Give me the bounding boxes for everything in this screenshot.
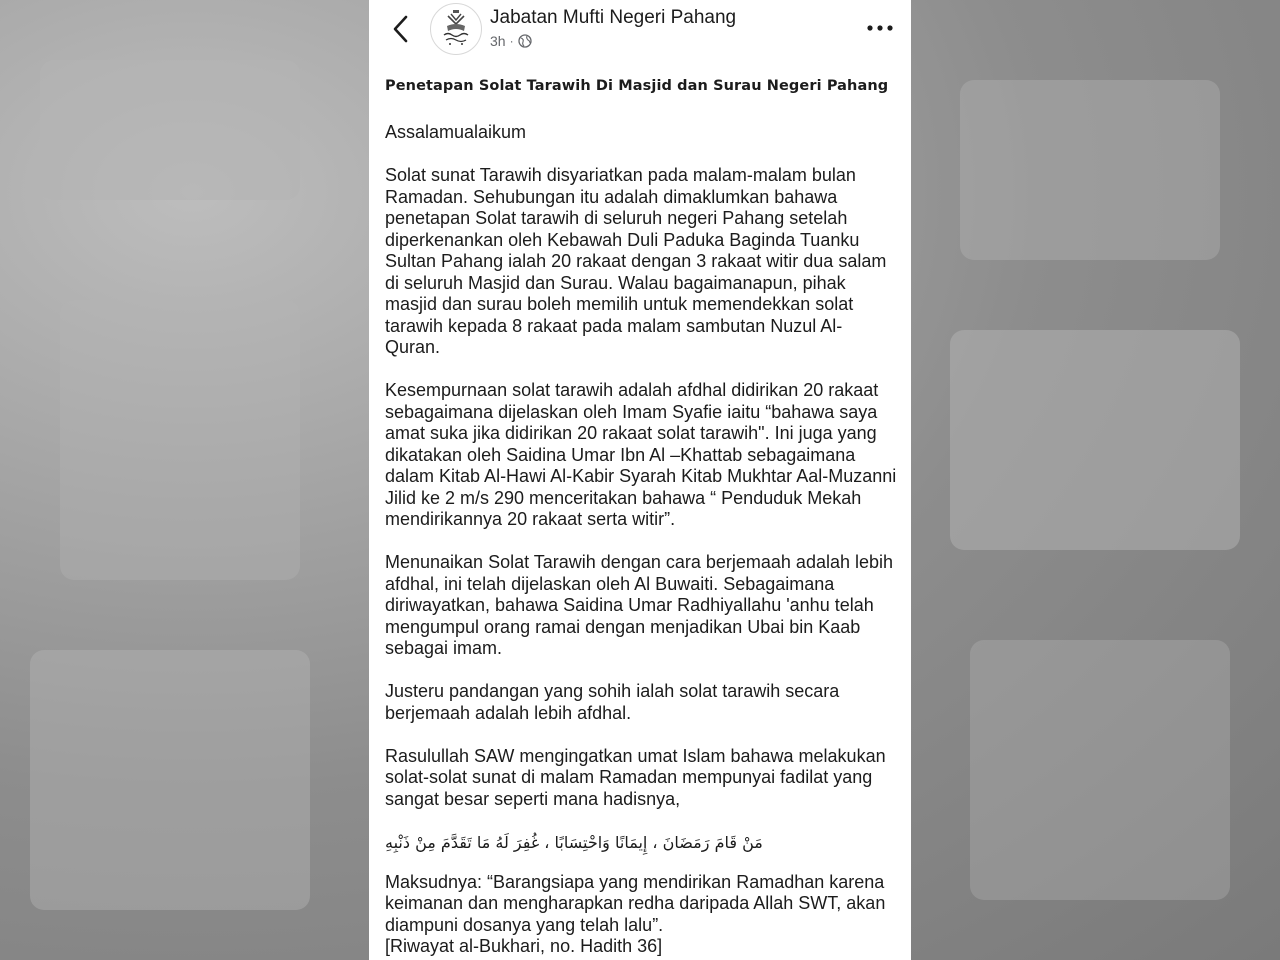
blurred-shape bbox=[30, 650, 310, 910]
hadith-source: [Riwayat al-Bukhari, no. Hadith 36] bbox=[385, 936, 663, 956]
chevron-left-icon bbox=[387, 12, 415, 46]
post-content bbox=[385, 76, 897, 958]
facebook-post bbox=[369, 0, 911, 960]
meta-separator: · bbox=[509, 34, 514, 48]
post-paragraph: Justeru pandangan yang sohih ialah solat tarawih secara berjemaah adalah lebih afdhal. bbox=[385, 681, 840, 723]
post-paragraph: Menunaikan Solat Tarawih dengan cara berjemaah adalah lebih afdhal, ini telah dijelaskan oleh Al Buwaiti. Sebagaimana diriwayatkan, bahawa Saidina Umar Radhiyallahu 'anhu telah mengumpul orang ramai dengan menjadikan Ubai bin Kaab sebagai imam. bbox=[385, 552, 894, 658]
blurred-shape bbox=[970, 640, 1230, 900]
blurred-shape bbox=[60, 300, 300, 580]
blurred-shape bbox=[40, 60, 300, 200]
post-paragraph: Solat sunat Tarawih disyariatkan pada malam-malam bulan Ramadan. Sehubungan itu adalah dimaklumkan bahawa penetapan Solat tarawih di seluruh negeri Pahang setelah diperkenankan oleh Kebawah Duli Paduka Baginda Tuanku Sultan Pahang ialah 20 rakaat dengan 3 rakaat witir dua salam di seluruh Masjid dan Surau. Walau bagaimanapun, pihak masjid dan surau boleh memilih untuk memendekkan solat tarawih kepada 8 rakaat pada malam sambutan Nuzul Al-Quran. bbox=[385, 165, 887, 357]
globe-icon bbox=[518, 34, 532, 48]
more-options-button[interactable] bbox=[863, 16, 897, 40]
more-horizontal-icon bbox=[863, 16, 897, 40]
blurred-shape bbox=[960, 80, 1220, 260]
hadith-meaning: Maksudnya: “Barangsiapa yang mendirikan Ramadhan karena keimanan dan mengharapkan redha daripada Allah SWT, akan diampuni dosanya yang telah lalu”. bbox=[385, 871, 886, 935]
post-paragraph: Rasulullah SAW mengingatkan umat Islam bahawa melakukan solat-solat sunat di malam Ramadan mempunyai fadilat yang sangat besar seperti mana hadisnya, bbox=[385, 745, 886, 809]
post-meta bbox=[490, 32, 532, 50]
blurred-shape bbox=[950, 330, 1240, 550]
page-avatar[interactable] bbox=[430, 3, 482, 55]
arabic-hadith-text: مَنْ قَامَ رَمَضَانَ ، إِيمَانًا وَاحْتِسَابًا ، غُفِرَ لَهُ مَا تَقَدَّمَ مِنْ ذَنْبِهِ bbox=[385, 832, 763, 852]
post-title: Penetapan Solat Tarawih Di Masjid dan Surau Negeri Pahang bbox=[385, 78, 889, 94]
post-paragraph: Kesempurnaan solat tarawih adalah afdhal didirikan 20 rakaat sebagaimana dijelaskan oleh Imam Syafie iaitu “bahawa saya amat suka jika didirikan 20 rakaat solat tarawih". Ini juga yang dikatakan oleh Saidina Umar Ibn Al –Khattab sebagaimana dalam Kitab Al-Hawi Al-Kabir Syarah Kitab Mukhtar Aal-Muzanni Jilid ke 2 m/s 290 menceritakan bahawa “ Penduduk Mekah mendirikannya 20 rakaat serta witir”. bbox=[385, 380, 897, 529]
page-name[interactable]: Jabatan Mufti Negeri Pahang bbox=[490, 7, 737, 28]
post-paragraph: Assalamualaikum bbox=[385, 122, 527, 142]
mufti-pahang-crest-logo bbox=[431, 4, 481, 54]
post-time[interactable]: 3h bbox=[490, 33, 506, 49]
back-button[interactable] bbox=[387, 12, 415, 46]
